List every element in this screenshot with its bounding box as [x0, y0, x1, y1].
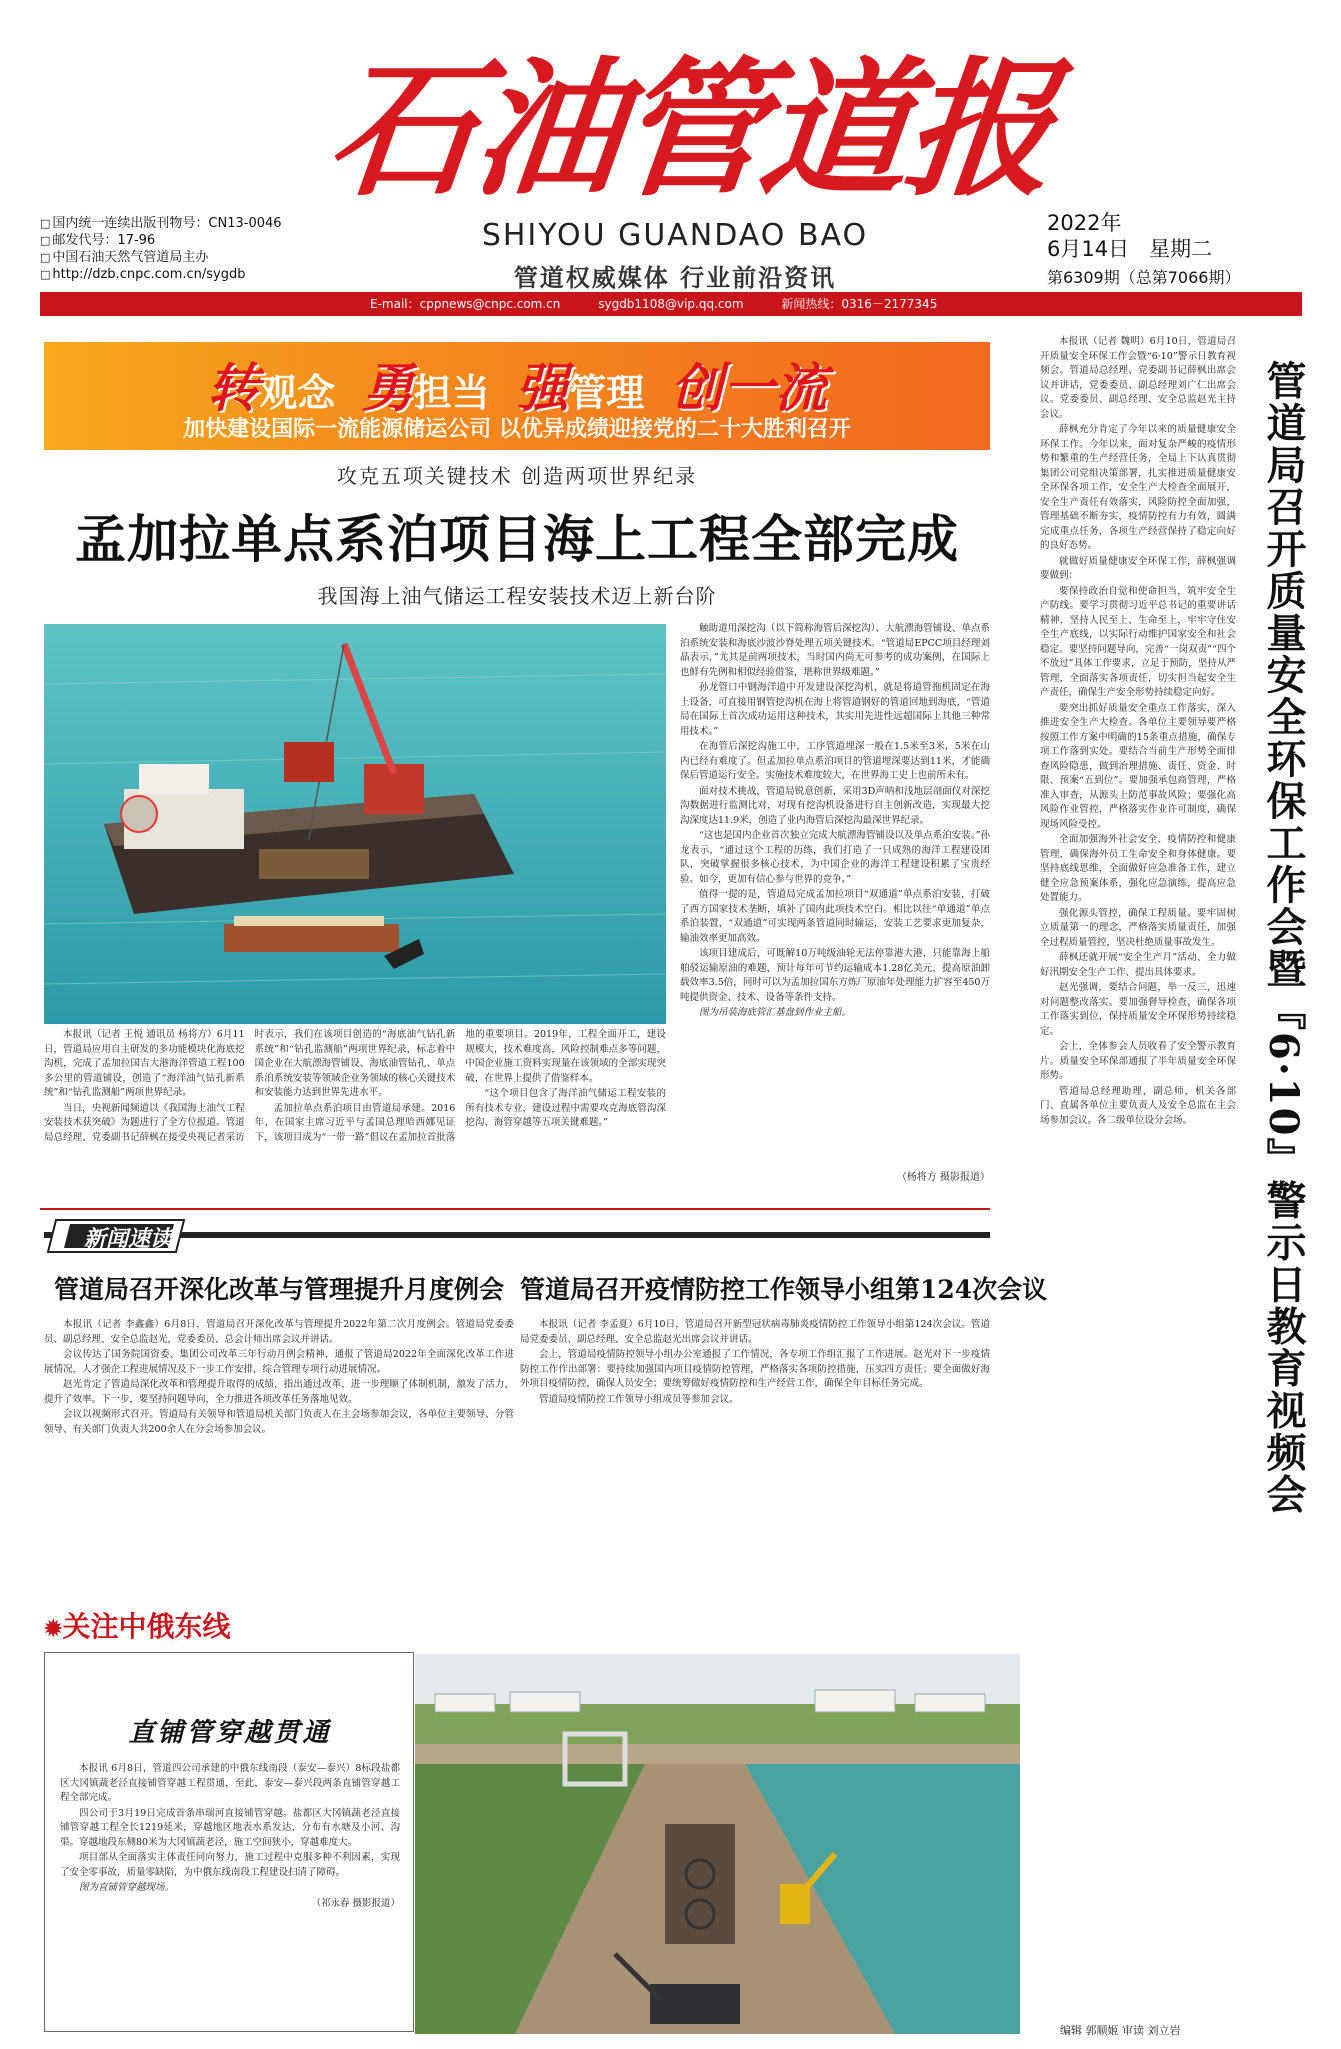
- lead-photo-credit: （杨将方 摄影报道）: [896, 1172, 990, 1183]
- article-epidemic-meeting-body: [520, 1318, 990, 1568]
- news-express-label: 新闻速读: [84, 1226, 173, 1252]
- right-para: 要突出抓好质量安全重点工作落实，深入推进安全生产大检查。各单位主要领导要严格按照工作方案中明确的15条重点措施，确保专项工作落到实处。要结合当前生产形势全面排查风险隐患，做到治理措施、责任、资金、时限、预案“五到位”。要加强承包商管理，严格准入审查，从源头上防范事故风险；要强化高风险作业管控，严格落实作业许可制度，确保现场风险受控。: [1040, 702, 1236, 830]
- gear-icon: ✹: [44, 1616, 63, 1642]
- editor-credit: 编辑 郭顺姬 审读 刘立岩: [1060, 2024, 1181, 2037]
- contact-email-1[interactable]: E-mail：cppnews@cnpc.com.cn: [370, 297, 561, 311]
- lead-para: 孟加拉单点系泊项目由管道局承建。2016年，在国家主席习近平与孟国总理哈西娜见证下，该项目成为“一带一路”倡议在孟加拉首批落地的重要项目。2019年，工程全面开工，建设规模大，技术难度高，风险控制难点多等问题，中国企业施工资料实现量在该领域的全部实现突破，在世界上提供了借鉴样本。: [254, 1029, 666, 1143]
- lead-para: “这也是国内企业首次独立完成大航漂海管铺设以及单点系泊安装。”孙龙表示，“通过这个工程的历练，我们打造了一只成熟的海洋工程建设团队，突破掌握很多核心技术，为中国企业的海洋工程建设积累了宝贵经验。如今，更加有信心参与世界的竞争。”: [680, 830, 990, 885]
- lead-kicker: 攻克五项关键技术 创造两项世界纪录: [336, 464, 698, 488]
- contact-email-2[interactable]: sygdb1108@vip.qq.com: [598, 297, 744, 311]
- lead-para: 触助道用深挖沟（以下简称海管后深挖沟）、大航漂海管铺设、单点系泊系统安装和海底沙波沙脊处理五项关键技术。“管道局EPCC项目经理刘晶表示，”尤其是前两项技术，当时国内尚无可参考的成功案例，在国际上也鲜有先例和相似经验借鉴，堪称世界级难题。”: [680, 623, 990, 678]
- focus-article-body: [60, 1762, 400, 2022]
- news-express-header: [44, 1218, 990, 1254]
- right-para: 要保持政治自觉和使命担当，筑牢安全生产防线。要学习贯彻习近平总书记的重要讲话精神，坚持人民至上、生命至上，牢牢守住安全生产底线，以实际行动维护国家安全和社会稳定。要坚持问题导向，完善“一岗双责”“四个不放过”具体工作要求，立足于预防，坚持从严管理，全面落实各项责任，切实担当起安全生产责任，确保生产安全形势持续稳定向好。: [1040, 585, 1236, 698]
- lead-headline[interactable]: 孟加拉单点系泊项目海上工程全部完成: [74, 510, 959, 570]
- publication-info: [40, 215, 282, 283]
- photo-offshore-crane-vessel: [44, 624, 666, 1024]
- banner-slogan: 转观念 勇担当 强管理 创一流: [207, 358, 827, 419]
- right-para: 全面加强海外社会安全、疫情防控和健康管理，确保海外员工生命安全和身体健康。要坚持底线思维，全面做好应急准备工作，建立健全应急预案体系，强化应急演练，提高应急处置能力。: [1040, 834, 1236, 903]
- issue-number: 第6309期（总第7066期）: [1047, 268, 1241, 287]
- lead-para: 孙龙管口中钢海洋道中开发建设深挖沟机，就是将道管拖机固定在海上设备，可直接用钢管挖沟机在海上将管道钢好的管道回地到海底，“管道局在国际上首次成功运用这种技术，其实用先进性远超国际上其他三种常用技术。”: [680, 682, 990, 737]
- right-article-title[interactable]: 管道局召开质量安全环保工作会暨『6·10』警示日教育视频会: [1260, 360, 1307, 1516]
- lead-subhead: 我国海上油气储运工程安装技术迈上新台阶: [317, 584, 717, 608]
- article-para: 会议以视频形式召开。管道局有关领导和管道局机关部门负责人在主会场参加会议，各单位主要领导、分管领导、有关部门负责人共200余人在分会场参加会议。: [44, 1409, 514, 1435]
- campaign-banner: [44, 342, 990, 450]
- article-para: 项目部从全面落实主体责任同向努力，施工过程中克服多种不利因素，实现了安全零事故，质量零缺陷，为中俄东线南段工程建设扫清了障碍。: [60, 1852, 400, 1878]
- right-para: 会上，全体参会人员收看了安全警示教育片。质量安全环保部通报了半年质量安全环保形势。: [1040, 1041, 1236, 1081]
- article-epidemic-meeting-title[interactable]: 管道局召开疫情防控工作领导小组第124次会议: [520, 1275, 1048, 1304]
- banner-word-1: 转: [207, 358, 260, 419]
- article-para: 本报讯 6月8日，管道四公司承建的中俄东线南段（泰安—泰兴）8标段盐都区大冈镇蔬老泾直接铺管穿越工程贯通，至此，泰安—泰兴段两条直铺管穿越工程全部完成。: [60, 1763, 400, 1803]
- article-para: 赵光肯定了管道局深化改革和管理提升取得的成绩，指出通过改革，进一步理顺了体制机制，激发了活力，提升了效率。下一步，要坚持问题导向，全力推进各项改革任务落地见效。: [44, 1379, 514, 1405]
- section-divider: [40, 1208, 990, 1210]
- pub-info-publisher: □ 中国石油天然气管道局主办: [40, 249, 282, 266]
- contact-bar: [40, 292, 1302, 316]
- pub-info-issn: □ 国内统一连续出版刊物号：CN13-0046: [40, 215, 282, 232]
- masthead-title: 石油管道报: [320, 42, 1060, 216]
- banner-word-3: 强: [516, 358, 569, 419]
- article-para: 四公司于3月19日完成首条串瑞河直接铺管穿越。盐都区大冈镇蔬老泾直接铺管穿越工程全长1219延米，穿越地区地表水系发达，分布有水塘及小河、沟渠。穿越地段东侧80米为大冈镇蔬老泾，施工空间狭小，穿越难度大。: [60, 1807, 400, 1848]
- right-para: 强化源头管控，确保工程质量。要牢固树立质量第一的理念，严格落实质量责任，加强全过程质量管控，坚决杜绝质量事故发生。: [1040, 907, 1236, 948]
- lead-para: 在海管后深挖沟施工中，工序管道埋深一般在1.5米至3米，5米在山内已经有难度了。但孟加拉单点系泊项目的管道埋深要达到11米，才能确保后管道运行安全。实施技术难度较大，在世界海工史上也前所未有。: [680, 741, 990, 781]
- lead-story-right-column: [680, 622, 990, 1182]
- article-para: 会上，管道局疫情防控领导小组办公室通报了工作情况，各专项工作组汇报了工作进展。赵光对下一步疫情防控工作作出部署：要持续加强国内项目疫情防控管理，严格落实各项防控措施，压实四方责任；要全面做好海外项目疫情防控，确保人员安全；要统筹做好疫情防控和生产经营工作，确保全年目标任务完成。: [520, 1349, 990, 1389]
- banner-word-2: 勇: [361, 358, 414, 419]
- lead-para: 本报讯（记者 王悦 通讯员 杨将方）6月11日，管道局应用自主研发的多功能模块化海底挖沟机，完成了孟加拉国吉大港海洋管道工程100多公里的管道铺设，创造了“海洋油气钻孔新系统”和“钻孔监测船”两项世界纪录。: [44, 1029, 245, 1098]
- lead-story-body: [44, 1028, 666, 1184]
- masthead-pinyin: SHIYOU GUANDAO BAO: [481, 218, 869, 253]
- article-reform-meeting-title[interactable]: 管道局召开深化改革与管理提升月度例会: [53, 1275, 504, 1304]
- right-para: 薛枫还就开展“安全生产月”活动、全力做好汛期安全生产工作、提出具体要求。: [1040, 952, 1236, 978]
- lead-para: “这个项目包含了海洋油气储运工程安装的所有技术专业，建设过程中需要攻克海底管沟深挖沟、海管穿越等五项关键难题。”: [465, 1088, 666, 1128]
- article-reform-meeting-body: [44, 1318, 514, 1568]
- lead-para: 当日，央视新闻频道以《我国海上油气工程安装技术获突破》为题进行了全方位报道。管道局总经理、党委副书记薛枫在接受央视记者采访时表示，我们在该项目创造的“海底油气钻孔新系统”和“钻孔监测船”两项世界纪录，标志着中国企业在大航漂海管铺设、海底油管钻孔、单点系泊系统安装等领域企业务领域的核心关键技术和安装能力达到世界先进水平。: [44, 1029, 456, 1143]
- pub-info-url[interactable]: □ http://dzb.cnpc.com.cn/sygdb: [40, 266, 282, 283]
- date-day: 6月14日: [1047, 237, 1130, 261]
- contact-hotline: 新闻热线：0316－2177345: [781, 297, 938, 311]
- pub-info-postal-code: □ 邮发代号：17-96: [40, 232, 282, 249]
- banner-word-4: 创一流: [670, 358, 827, 419]
- right-para: 管道局总经理助理，副总师，机关各部门、直属各单位主要负责人及安全总监在主会场参加会议。各二级单位设分会场。: [1040, 1085, 1236, 1126]
- right-para: 薛枫充分肯定了今年以来的质量健康安全环保工作。今年以来，面对复杂严峻的疫情形势和繁重的生产经营任务，全局上下认真贯彻集团公司党组决策部署，扎实推进质量健康安全环保各项工作，安全生产大检查全面展开，安全生产责任有效落实，风险防控全面加强，管理基础不断夯实，疫情防控有力有效，圆满完成重点任务，各项生产经营保持了稳定向好的良好态势。: [1040, 424, 1236, 551]
- masthead-slogan: 管道权威媒体 行业前沿资讯: [513, 263, 837, 292]
- photo-pipeline-construction-site: [415, 1654, 1020, 2034]
- article-para: 会议传达了国务院国资委、集团公司改革三年行动月例会精神，通报了管道局2022年全面深化改革工作进展情况，人才强企工程进展情况及下一步工作安排，综合管理专项行动进展情况。: [44, 1349, 514, 1375]
- right-article-body: [1040, 335, 1236, 2000]
- photo-credit: （祁永春 摄影报道）: [311, 1897, 400, 1909]
- article-para: 本报讯（记者 李孟夏）6月10日，管道局召开新型冠状病毒肺炎疫情防控工作领导小组第124次会议。管道局党委委员、副总经理、安全总监赵光出席会议并讲话。: [520, 1319, 990, 1345]
- right-para: 就做好质量健康安全环保工作，薛枫强调要做到：: [1040, 555, 1236, 581]
- article-para: 本报讯（记者 李鑫鑫）6月8日，管道局召开深化改革与管理提升2022年第二次月度例会。管道局党委委员、副总经理、安全总监赵光，党委委员、总会计师出席会议并讲话。: [44, 1319, 514, 1345]
- date-weekday: 星期二: [1149, 237, 1213, 261]
- focus-article-title[interactable]: 直铺管穿越贯通: [128, 1718, 332, 1748]
- article-para: 管道局疫情防控工作领导小组成员等参加会议。: [539, 1393, 739, 1405]
- date-year: 2022年: [1047, 211, 1122, 235]
- focus-section-label: ✹关注中俄东线: [44, 1610, 231, 1643]
- banner-subtitle: 加快建设国际一流能源储运公司 以优异成绩迎接党的二十大胜利召开: [183, 417, 851, 442]
- right-para: 赵光强调，要结合问题，举一反三，迅速对问题整改落实。要加强督导检查，确保各项工作落实到位，保持质量安全环保形势持续稳定。: [1040, 982, 1236, 1037]
- photo-caption: 图为直铺管穿越现场。: [79, 1882, 175, 1893]
- lead-para: 该项目建成后，可既解10万吨级油轮无法停靠港大港，只能靠海上船舶驳运输原油的难题，预计每年可节约运输成本1.28亿美元，提高原油卸载效率3.5倍，同时可以为孟加拉国东方炼厂原油年处理能力扩容至450万吨提供资金、技术、设备等条件支持。: [680, 948, 990, 1003]
- date-block: [1047, 210, 1212, 262]
- lead-para: 值得一提的是，管道局完成孟加拉项目“双通道”单点系泊安装，打破了西方国家技术垄断，填补了国内此项技术空白。相比以往“单通道”单点系泊装置，“双通道”可实现两条管道同时输运，安装工艺要求更加复杂，输油效率更加高效。: [680, 889, 990, 944]
- lead-para: 面对技术挑战，管道局锐意创新，采用3D声呐和浅地层剖面仪对深挖沟数据进行监测比对，对现有挖沟机设备进行自主创新改造，实现最大挖沟深度达11.9米，创造了业内海管后深挖沟最深世界纪录。: [680, 785, 990, 826]
- right-para: 本报讯（记者 魏明）6月10日，管道局召开质量安全环保工作会暨“6·10”警示日教育视频会。管道局总经理、党委副书记薛枫出席会议并讲话，党委委员、副总经理刘广仁出席会议。党委委员、副总经理、安全总监赵光主持会议。: [1040, 336, 1236, 420]
- photo-caption: 图为吊装海底管汇基盘到作业主船。: [699, 1007, 852, 1018]
